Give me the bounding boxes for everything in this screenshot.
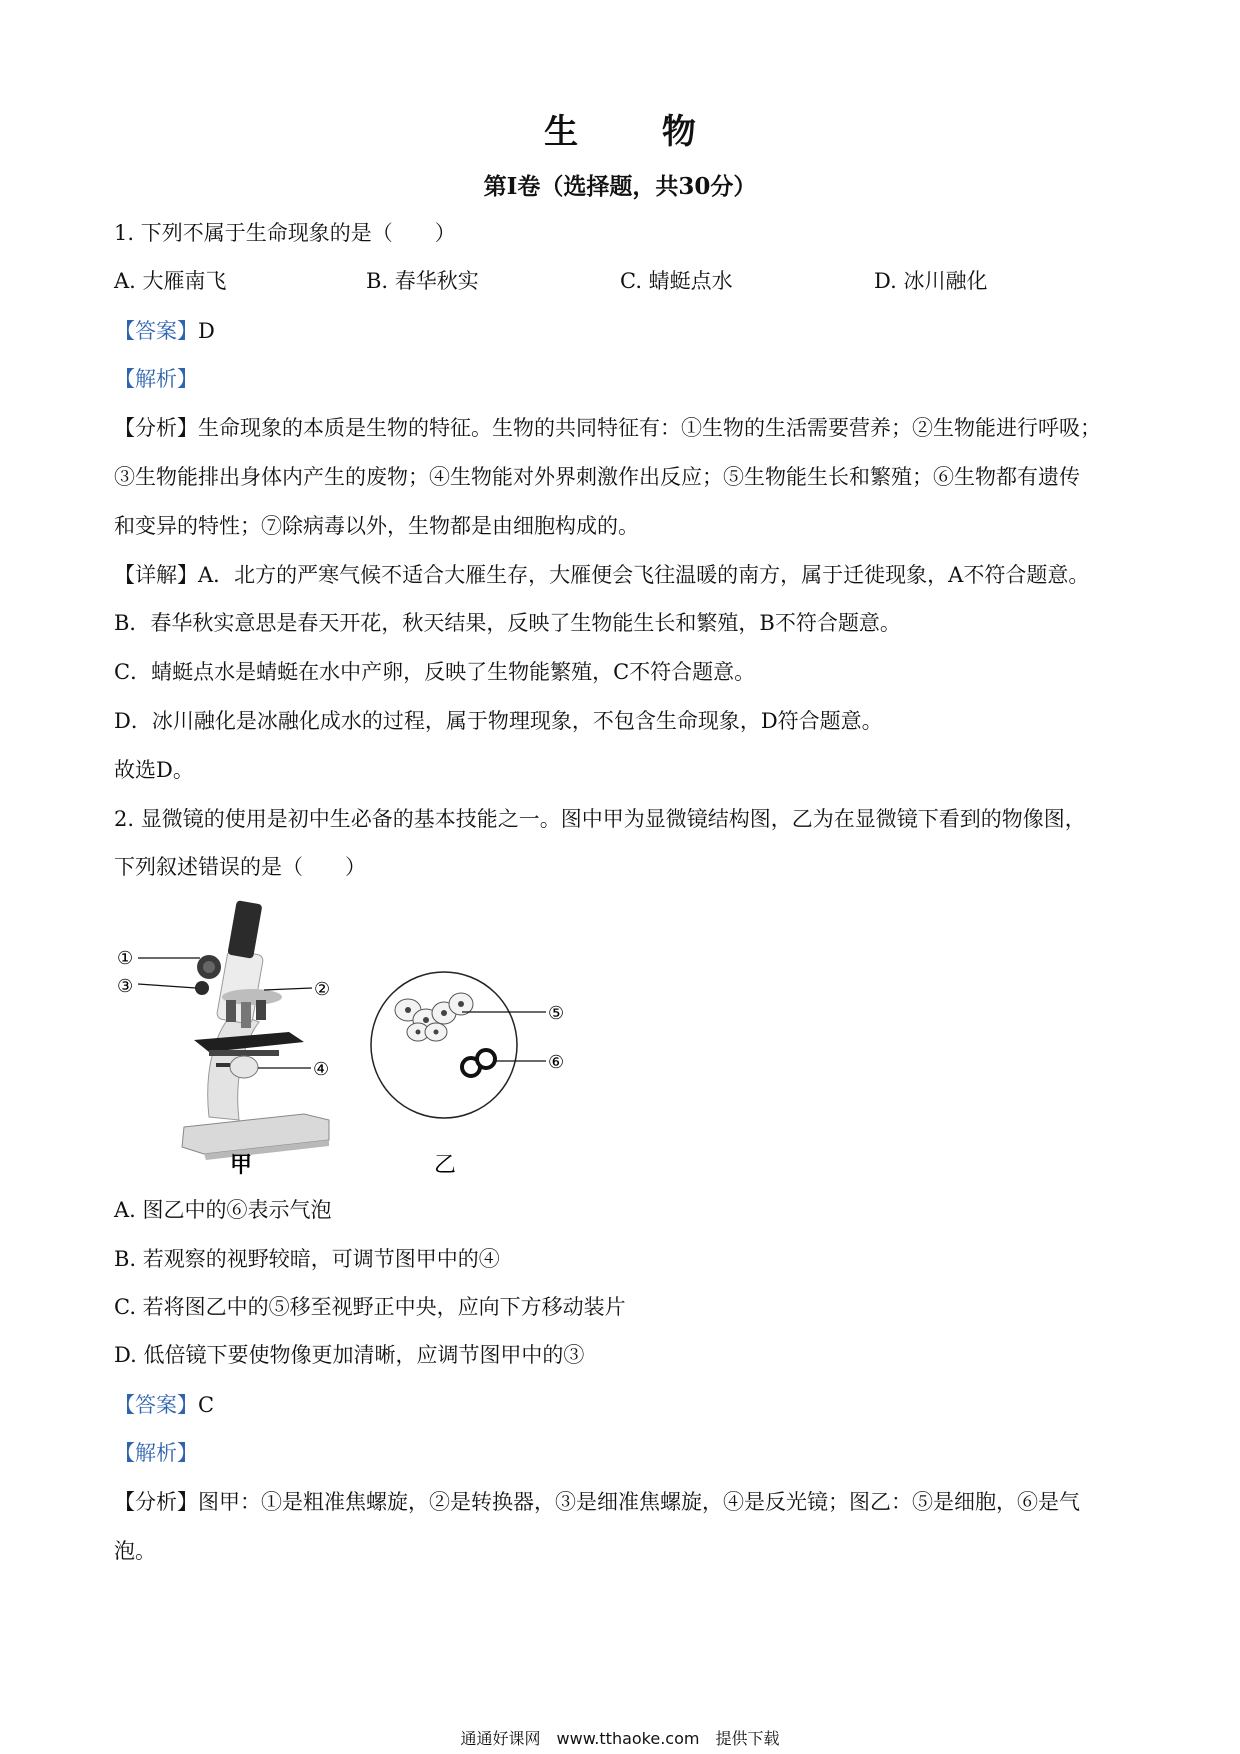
q2-analysis-line: 泡。: [114, 1539, 156, 1563]
field-of-view-image: [371, 972, 517, 1118]
q1-option-c: C. 蜻蜓点水: [620, 269, 733, 293]
answer-tag: 【答案】: [114, 1393, 198, 1417]
q1-detail-line: D．冰川融化是冰融化成水的过程，属于物理现象，不包含生命现象，D符合题意。: [114, 709, 883, 733]
q1-answer: [114, 316, 215, 346]
marker-2: ②: [314, 979, 331, 1000]
q2-analysis-line: 【分析】图甲：①是粗准焦螺旋，②是转换器，③是细准焦螺旋，④是反光镜；图乙：⑤是细胞，⑥是气: [114, 1490, 1080, 1514]
marker-1: ①: [117, 948, 134, 969]
marker-5: ⑤: [548, 1003, 565, 1024]
answer-value: D: [198, 319, 215, 343]
q1-analysis-tag: 【解析】: [114, 367, 198, 391]
q2-option-c: C. 若将图乙中的⑤移至视野正中央，应向下方移动装片: [114, 1295, 626, 1319]
marker-6: ⑥: [548, 1052, 565, 1073]
q1-detail-line: 【详解】A．北方的严寒气候不适合大雁生存，大雁便会飞往温暖的南方，属于迁徙现象，A不符合题意。: [114, 563, 1090, 587]
q1-detail-line: C．蜻蜓点水是蜻蜓在水中产卵，反映了生物能繁殖，C不符合题意。: [114, 660, 756, 684]
marker-4: ④: [313, 1059, 330, 1080]
q1-detail-line: B．春华秋实意思是春天开花，秋天结果，反映了生物能生长和繁殖，B不符合题意。: [114, 611, 901, 635]
q1-analysis-line: 【分析】生命现象的本质是生物的特征。生物的共同特征有：①生物的生活需要营养；②生物能进行呼吸；: [114, 416, 1101, 440]
page-footer: 通通好课网 www.tthaoke.com 提供下载: [460, 1729, 780, 1748]
answer-tag: 【答案】: [114, 319, 198, 343]
q2-stem-line: 下列叙述错误的是（ ）: [114, 855, 366, 879]
q2-option-b: B. 若观察的视野较暗，可调节图甲中的④: [114, 1247, 500, 1271]
q2-answer: [114, 1390, 214, 1420]
figure-label-b: 乙: [434, 1153, 457, 1178]
q2-stem-line: 2. 显微镜的使用是初中生必备的基本技能之一。图中甲为显微镜结构图，乙为在显微镜下看到的物像图，: [114, 807, 1086, 831]
marker-3: ③: [117, 976, 134, 997]
q2-option-d: D. 低倍镜下要使物像更加清晰，应调节图甲中的③: [114, 1343, 585, 1367]
q1-stem: 1. 下列不属于生命现象的是（ ）: [114, 221, 456, 245]
q2-option-a: A. 图乙中的⑥表示气泡: [114, 1198, 332, 1222]
q1-conclusion: 故选D。: [114, 758, 194, 782]
page-title: 生 物: [544, 112, 732, 152]
q1-option-b: B. 春华秋实: [366, 269, 479, 293]
q1-option-a: A. 大雁南飞: [114, 269, 227, 293]
microscope-image: [182, 900, 329, 1160]
q1-option-d: D. 冰川融化: [874, 269, 988, 293]
section-subtitle: 第Ⅰ卷（选择题，共30分）: [483, 173, 757, 200]
figure-label-a: 甲: [230, 1153, 253, 1178]
answer-value: C: [198, 1393, 215, 1417]
q1-analysis-line: 和变异的特性；⑦除病毒以外，生物都是由细胞构成的。: [114, 514, 639, 538]
q2-analysis-tag: 【解析】: [114, 1441, 198, 1465]
microscope-figure: [114, 892, 594, 1182]
q2-figure: [114, 892, 594, 1182]
q1-analysis-line: ③生物能排出身体内产生的废物；④生物能对外界刺激作出反应；⑤生物能生长和繁殖；⑥生物都有遗传: [114, 465, 1080, 489]
